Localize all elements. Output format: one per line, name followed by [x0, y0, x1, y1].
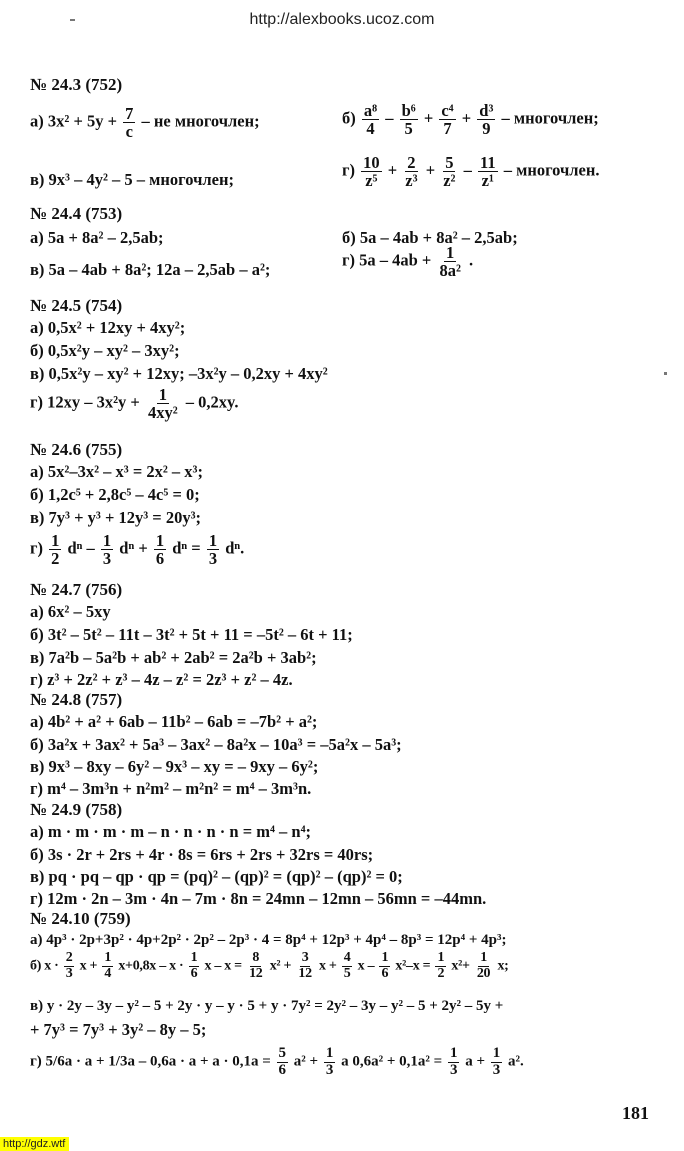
- fraction: $\frac{4}{5}$: [343, 950, 351, 981]
- fraction: $\frac{5}{6}$: [278, 1045, 287, 1078]
- exercise-line: а) 6x² – 5xy: [30, 602, 111, 621]
- exercise-line: а) 4p³ · 2p+3p² · 4p+2p² · 2p² – 2p³ · 4 = 8p⁴ + 12p³ + 4p⁴ – 8p³ = 12p⁴ + 4p³;: [30, 932, 507, 948]
- exercise-line: г) $\frac{10}{\text{z⁵}}$ + $\frac{2}{\text{z³}}$ + $\frac{5}{\text{z²}}$ – $\frac{11}{\text{z¹}}$ – многочлен.: [342, 153, 600, 191]
- section-title: № 24.7 (756): [30, 580, 123, 599]
- exercise-line: г) m⁴ – 3m³n + n²m² – m²n² = m⁴ – 3m³n.: [30, 779, 312, 798]
- fraction: $\frac{1}{3}$: [102, 531, 112, 569]
- page-number: 181: [622, 1103, 649, 1123]
- fraction: $\frac{\text{c⁴}}{7}$: [441, 101, 454, 139]
- scan-speck: [70, 19, 75, 21]
- footer-watermark-link[interactable]: http://gdz.wtf: [0, 1137, 69, 1151]
- fraction: $\frac{1}{6}$: [381, 950, 389, 981]
- fraction: $\frac{\text{a⁸}}{4}$: [363, 101, 378, 139]
- fraction: $\frac{1}{3}$: [325, 1045, 334, 1078]
- exercise-line: а) 0,5x² + 12xy + 4xy²;: [30, 318, 186, 337]
- fraction: $\frac{1}{3}$: [492, 1045, 501, 1078]
- exercise-line: г) 5/6a · a + 1/3a – 0,6a · a + a · 0,1a = $\frac{5}{6}$ a² + $\frac{1}{3}$ a 0,6a² + 0,1a² = $\frac{1}{3}$ a + $\frac{1}{3}$ a².: [30, 1045, 524, 1078]
- page-header-url: http://alexbooks.ucoz.com: [249, 11, 435, 28]
- exercise-line: б) 0,5x²y – xy² – 3xy²;: [30, 341, 180, 360]
- exercise-line: в) y · 2y – 3y – y² – 5 + 2y · y – y · 5 + y · 7y² = 2y² – 3y – y² – 5 + 2y² – 5y +: [30, 998, 504, 1014]
- exercise-line: б) x · $\frac{2}{3}$ x + $\frac{1}{4}$ x+0,8x – x · $\frac{1}{6}$ x – x = $\frac{8}{12}$ x² + $\frac{3}{12}$ x + $\frac{4}{5}$ x – $\frac{1}{6}$ x²–x = $\frac{1}{2}$ x²+ $\frac{1}{20}$ x;: [30, 950, 509, 981]
- fraction: $\frac{\text{d³}}{9}$: [479, 101, 494, 139]
- exercise-line: г) 12m · 2n – 3m · 4n – 7m · 8n = 24mn – 12mn – 56mn = –44mn.: [30, 889, 487, 908]
- fraction: $\frac{1}{2}$: [51, 531, 60, 569]
- exercise-line: в) 7a²b – 5a²b + ab² + 2ab² = 2a²b + 3ab²;: [30, 648, 317, 667]
- section-title: № 24.4 (753): [30, 204, 123, 223]
- section-title: № 24.8 (757): [30, 690, 123, 709]
- fraction: $\frac{1}{\text{8a²}}$: [439, 243, 461, 281]
- fraction: $\frac{1}{2}$: [437, 950, 445, 981]
- exercise-line: г) 5a – 4ab + $\frac{1}{\text{8a²}}$ .: [342, 243, 474, 281]
- exercise-line: в) 9x³ – 4y² – 5 – многочлен;: [30, 170, 234, 189]
- exercise-line: б) $\frac{\text{a⁸}}{4}$ – $\frac{\text{b⁶}}{5}$ + $\frac{\text{c⁴}}{7}$ + $\frac{\text{d³}}{9}$ – многочлен;: [342, 101, 599, 139]
- section-title: № 24.5 (754): [30, 296, 123, 315]
- exercise-line: + 7y³ = 7y³ + 3y² – 8y – 5;: [30, 1020, 207, 1039]
- fraction: $\frac{\text{b⁶}}{5}$: [401, 101, 416, 139]
- exercise-line: а) m · m · m · m – n · n · n · n = m⁴ – n⁴;: [30, 822, 312, 841]
- fraction: $\frac{2}{3}$: [65, 950, 73, 981]
- exercise-line: а) 5x²–3x² – x³ = 2x² – x³;: [30, 462, 204, 481]
- exercise-line: б) 3s · 2r + 2rs + 4r · 8s = 6rs + 2rs + 32rs = 40rs;: [30, 845, 374, 864]
- exercise-line: г) z³ + 2z² + z³ – 4z – z² = 2z³ + z² – 4z.: [30, 670, 293, 689]
- fraction: $\frac{8}{12}$: [249, 950, 263, 981]
- fraction: $\frac{7}{c}$: [125, 104, 134, 142]
- fraction: $\frac{1}{\text{4xy²}}$: [147, 385, 178, 423]
- exercise-line: в) pq · pq – qp · qp = (pq)² – (qp)² = (qp)² – (qp)² = 0;: [30, 867, 403, 886]
- fraction: $\frac{1}{3}$: [208, 531, 218, 569]
- section-title: № 24.10 (759): [30, 909, 131, 928]
- exercise-line: а) 4b² + a² + 6ab – 11b² – 6ab = –7b² + a²;: [30, 712, 318, 731]
- fraction: $\frac{1}{6}$: [190, 950, 198, 981]
- fraction: $\frac{5}{\text{z²}}$: [443, 153, 456, 191]
- exercise-line: в) 9x³ – 8xy – 6y² – 9x³ – xy = – 9xy – 6y²;: [30, 757, 319, 776]
- fraction: $\frac{1}{3}$: [449, 1045, 458, 1078]
- fraction: $\frac{3}{12}$: [298, 950, 312, 981]
- exercise-line: г) $\frac{1}{2}$ dⁿ – $\frac{1}{3}$ dⁿ + $\frac{1}{6}$ dⁿ = $\frac{1}{3}$ dⁿ.: [30, 531, 245, 569]
- exercise-line: б) 5a – 4ab + 8a² – 2,5ab;: [342, 228, 518, 247]
- scan-speck: [664, 372, 667, 375]
- fraction: $\frac{1}{4}$: [104, 950, 112, 981]
- exercise-line: б) 3t² – 5t² – 11t – 3t² + 5t + 11 = –5t² – 6t + 11;: [30, 625, 353, 644]
- section-title: № 24.3 (752): [30, 75, 123, 94]
- exercise-line: а) 5a + 8a² – 2,5ab;: [30, 228, 164, 247]
- exercise-line: б) 1,2c⁵ + 2,8c⁵ – 4c⁵ = 0;: [30, 485, 200, 504]
- exercise-line: в) 0,5x²y – xy² + 12xy; –3x²y – 0,2xy + 4xy²: [30, 364, 328, 383]
- exercise-line: в) 5a – 4ab + 8a²; 12a – 2,5ab – a²;: [30, 260, 271, 279]
- exercise-line: а) 3x² + 5y + $\frac{7}{c}$ – не многочлен;: [30, 104, 260, 142]
- section-title: № 24.9 (758): [30, 800, 123, 819]
- exercise-line: б) 3a²x + 3ax² + 5a³ – 3ax² – 8a²x – 10a³ = –5a²x – 5a³;: [30, 735, 402, 754]
- fraction: $\frac{1}{6}$: [155, 531, 165, 569]
- fraction: $\frac{2}{\text{z³}}$: [405, 153, 418, 191]
- section-title: № 24.6 (755): [30, 440, 123, 459]
- fraction: $\frac{1}{20}$: [476, 950, 491, 981]
- fraction: $\frac{10}{\text{z⁵}}$: [363, 153, 380, 191]
- exercise-line: г) 12xy – 3x²y + $\frac{1}{\text{4xy²}}$ – 0,2xy.: [30, 385, 239, 423]
- fraction: $\frac{11}{\text{z¹}}$: [480, 153, 496, 191]
- exercise-line: в) 7y³ + y³ + 12y³ = 20y³;: [30, 508, 202, 527]
